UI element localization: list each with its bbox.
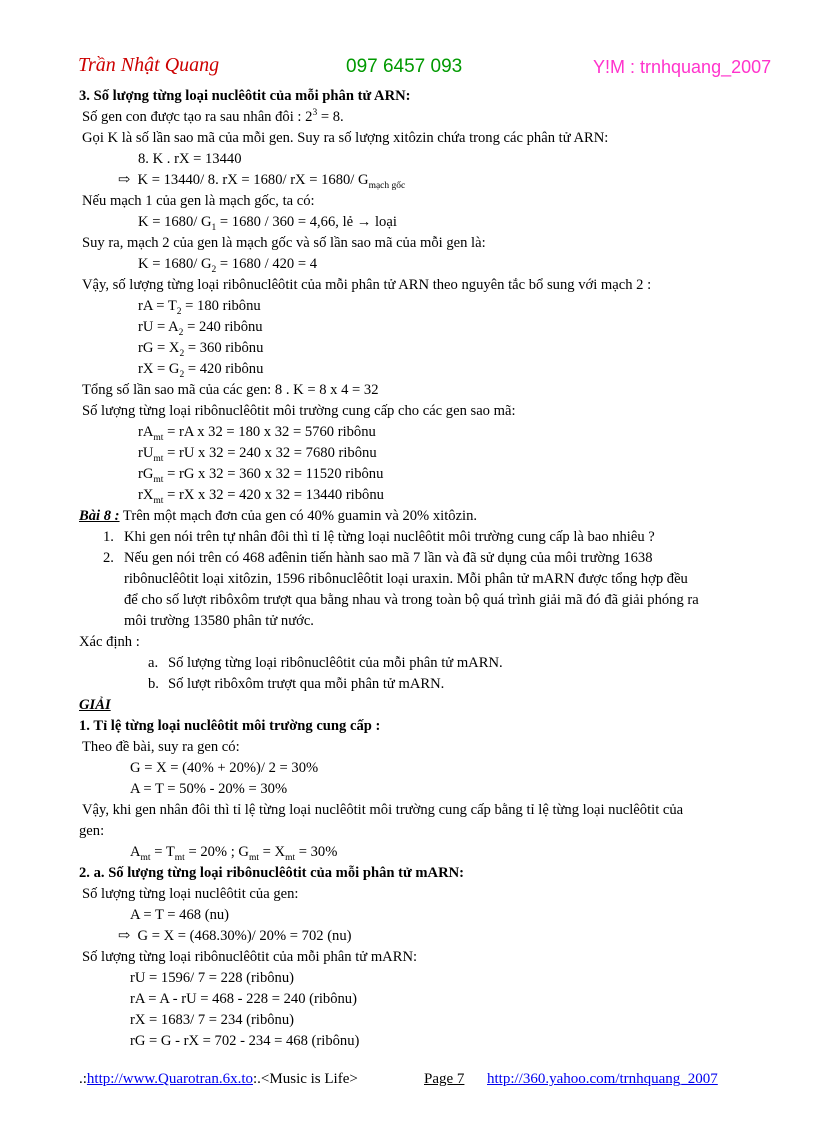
text-line: Gọi K là số lần sao mã của mỗi gen. Suy ra số lượng xitôzin chứa trong các phân tử ARN: <box>82 130 609 146</box>
equation-line: rX = $G_2 = 420$ ribônu <box>138 361 264 380</box>
equation-line: $rA_{mt}$ = rA x 32 = 180 x 32 = 5760 ribônu <box>138 424 376 443</box>
text-line: Nếu mạch 1 của gen là mạch gốc, ta có: <box>82 193 315 209</box>
equation-line: rU = $A_2 = 240$ ribônu <box>138 319 263 338</box>
arrow-icon: ⇨ <box>118 928 131 944</box>
equation-line: A = T = 50% - 20% = 30% <box>130 781 288 797</box>
exercise-label: Bài 8 : <box>79 508 120 524</box>
footer-link-quarotran[interactable]: http://www.Quarotran.6x.to <box>86 1071 254 1087</box>
solution-heading: GIẢI <box>79 697 111 713</box>
equation-line: 8. K . rX = 13440 <box>138 151 242 167</box>
text-line: Suy ra, mạch 2 của gen là mạch gốc và số lần sao mã của mỗi gen là: <box>82 235 486 251</box>
text-line: gen: <box>79 823 105 839</box>
equation-line: rG = G - rX = 702 - 234 = 468 (ribônu) <box>130 1033 360 1049</box>
equation-line: $A_{mt} = T_{mt} = 20\%$ ; $G_{mt} = X_{mt} = 30\%$ <box>130 844 338 863</box>
list-item: Số lượng từng loại ribônuclêôtit của mỗi phân tử mARN. <box>168 655 503 671</box>
equation-line: ⇨ K = 13440/ 8. rX = 1680/ rX = 1680/ $G_{mạch gốc}$ <box>118 172 406 191</box>
question-2-line: ribônuclêôtit loại xitôzin, 1596 ribônuclêôtit loại uraxin. Mỗi phân tử mARN được tổng hợp đều <box>124 571 688 587</box>
text-line: Xác định : <box>79 634 140 650</box>
text-line: Theo đề bài, suy ra gen có: <box>82 739 240 755</box>
footer-link-yahoo[interactable]: http://360.yahoo.com/trnhquang_2007 <box>487 1071 718 1087</box>
question-2-line: Nếu gen nói trên có 468 ađênin tiến hành sao mã 7 lần và đã sử dụng của môi trường 1638 <box>124 550 653 566</box>
author-name: Trần Nhật Quang <box>78 54 220 76</box>
equation-line: rX = 1683/ 7 = 234 (ribônu) <box>130 1012 295 1028</box>
question-2-line: môi trường 13580 phân tử nước. <box>124 613 314 629</box>
equation-line: $rG_{mt}$ = rG x 32 = 360 x 32 = 11520 ribônu <box>138 466 384 485</box>
equation-line: G = X = (40% + 20%)/ 2 = 30% <box>130 760 319 776</box>
equation-line: K = 1680/ $G_2 = 1680 / 420 = 4$ <box>138 256 318 275</box>
list-item: Số lượt ribôxôm trượt qua mỗi phân tử mARN. <box>168 676 445 692</box>
equation-line: K = 1680/ $G_1 = 1680 / 360 = 4,66$, lẻ → loại <box>138 214 397 233</box>
equation-line: rA = $T_2 = 180$ ribônu <box>138 298 261 317</box>
list-marker: b. <box>148 676 159 692</box>
equation-line: $rX_{mt}$ = rX x 32 = 420 x 32 = 13440 ribônu <box>138 487 384 506</box>
section-heading-3: 3. Số lượng từng loại nuclêôtit của mỗi phân tử ARN: <box>79 88 411 104</box>
text-line: Vậy, khi gen nhân đôi thì tỉ lệ từng loại nuclêôtit môi trường cung cấp bằng tỉ lệ từng loại nuclêôtit của <box>82 802 684 818</box>
question-2-line: để cho số lượt ribôxôm trượt qua bằng nhau và trong toàn bộ quá trình giải mã đó đã giải phóng ra <box>124 592 699 608</box>
equation-line: rA = A - rU = 468 - 228 = 240 (ribônu) <box>130 991 357 1007</box>
phone-number: 097 6457 093 <box>346 56 463 77</box>
question-1-number: 1. <box>103 529 114 545</box>
arrow-icon: ⇨ <box>118 172 131 188</box>
equation-line: $rU_{mt}$ = rU x 32 = 240 x 32 = 7680 ribônu <box>138 445 377 464</box>
text-line: Số lượng từng loại ribônuclêôtit của mỗi phân tử mARN: <box>82 949 418 965</box>
equation-line: rG = $X_2 = 360$ ribônu <box>138 340 264 359</box>
text-line: Số lượng từng loại nuclêôtit của gen: <box>82 886 299 902</box>
question-2-number: 2. <box>103 550 114 566</box>
list-marker: a. <box>148 655 159 671</box>
text-line: Tổng số lần sao mã của các gen: 8 . K = 8 x 4 = 32 <box>82 382 379 398</box>
equation-line: A = T = 468 (nu) <box>130 907 230 923</box>
section-heading-1: 1. Tỉ lệ từng loại nuclêôtit môi trường cung cấp : <box>79 718 381 734</box>
section-heading-2a: 2. a. Số lượng từng loại ribônuclêôtit của mỗi phân tử mARN: <box>79 865 465 881</box>
text-line: Vậy, số lượng từng loại ribônuclêôtit của mỗi phân tử ARN theo nguyên tắc bổ sung với mạch 2 : <box>82 277 652 293</box>
text-line: Số gen con được tạo ra sau nhân đôi : $2^3 = 8$. <box>82 108 344 125</box>
equation-line: ⇨ G = X = (468.30%)/ 20% = 702 (nu) <box>118 928 352 944</box>
exercise-8-prompt: Bài 8 : Trên một mạch đơn của gen có 40% guamin và 20% xitôzin. <box>79 508 478 524</box>
equation-line: rU = 1596/ 7 = 228 (ribônu) <box>130 970 295 986</box>
page-number: Page 7 <box>424 1071 465 1087</box>
footer-left: .:http://www.Quarotran.6x.to:.<Music is Life> <box>79 1071 358 1087</box>
yim-handle: Y!M : trnhquang_2007 <box>593 57 772 77</box>
question-1: Khi gen nói trên tự nhân đôi thì tỉ lệ từng loại nuclêôtit môi trường cung cấp là bao nhiêu ? <box>124 529 655 545</box>
text-line: Số lượng từng loại ribônuclêôtit môi trường cung cấp cho các gen sao mã: <box>82 403 516 419</box>
footer-right <box>487 1071 718 1088</box>
